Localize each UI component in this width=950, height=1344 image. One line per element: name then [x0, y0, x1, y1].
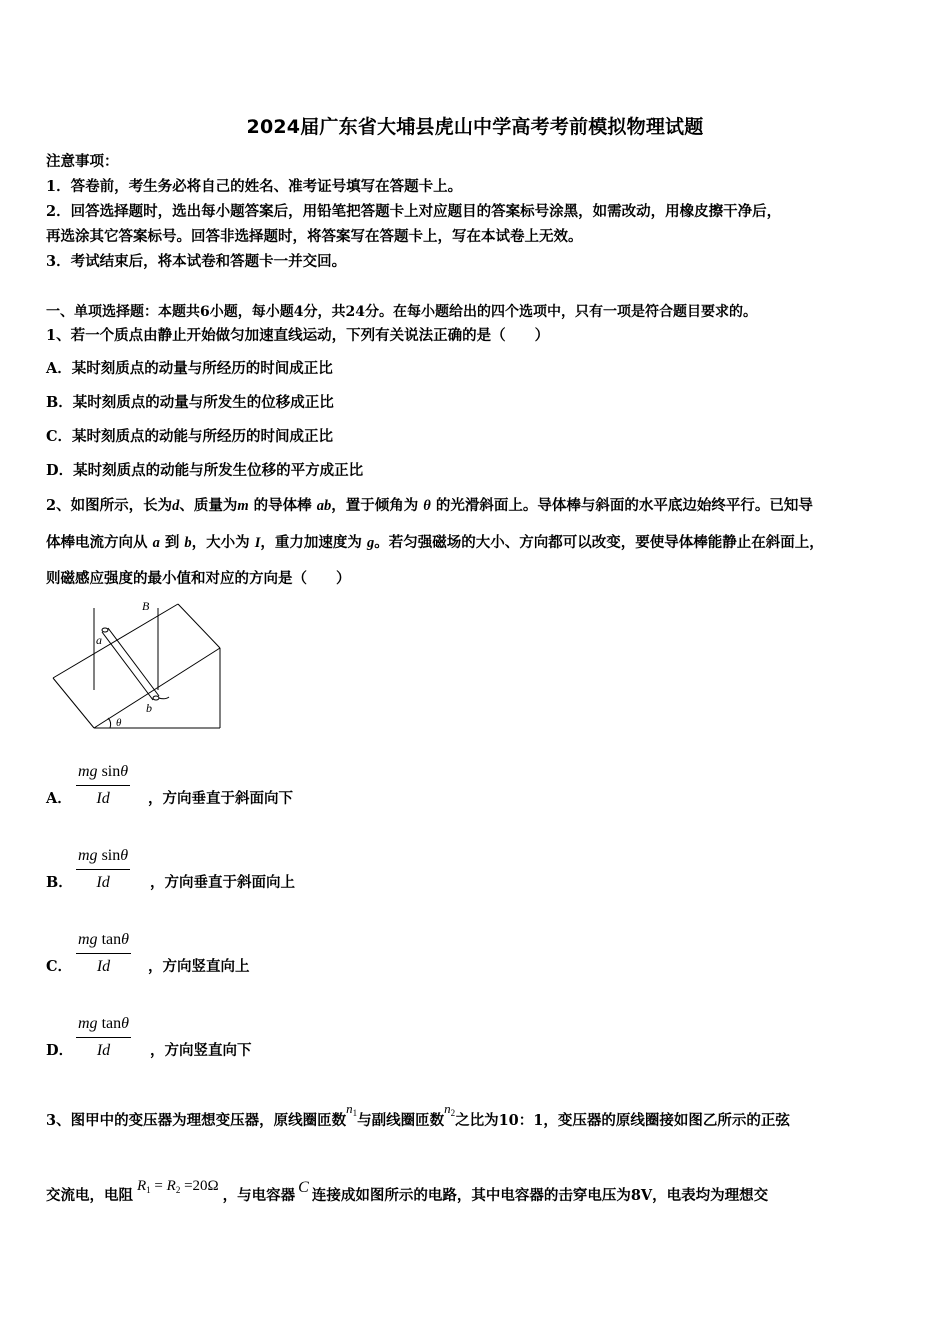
- incline-figure: [46, 596, 226, 738]
- label-b: b: [146, 701, 152, 715]
- label-B: B: [142, 599, 150, 613]
- q2-option-b-label: B．: [46, 874, 73, 891]
- notice-heading: 注意事项：: [46, 153, 119, 170]
- q2-option-c-label: C．: [46, 958, 73, 975]
- q1-option-c: C．某时刻质点的动能与所经历的时间成正比: [46, 428, 334, 445]
- q1-stem: 1、若一个质点由静止开始做匀加速直线运动，下列有关说法正确的是（ ）: [46, 327, 550, 344]
- q2-option-c-fraction: mg tanθ Id: [78, 931, 129, 975]
- q2-option-b-fraction: mg sinθ Id: [78, 847, 129, 891]
- section-heading: 一、单项选择题：本题共6小题，每小题4分，共24分。在每小题给出的四个选项中，只有一项是符合题目要求的。: [46, 304, 757, 320]
- q2-option-d-label: D．: [46, 1042, 74, 1059]
- notice-item-2-cont: 再选涂其它答案标号。回答非选择题时，将答案写在答题卡上，写在本试卷上无效。: [46, 228, 583, 245]
- q1-option-a: A．某时刻质点的动量与所经历的时间成正比: [46, 360, 333, 377]
- label-a: a: [96, 633, 102, 647]
- q3-stem-line2: 交流电，电阻$R_1 = R_2 =20\Omega$，与电容器 C 连接成如图所示的电路，其中电容器的击穿电压为8V，电表均为理想交: [46, 1178, 769, 1204]
- notice-item-2: 2．回答选择题时，选出每小题答案后，用铅笔把答题卡上对应题目的答案标号涂黑，如需改动，用橡皮擦干净后，: [46, 203, 782, 220]
- q2-option-c-direction: ，方向竖直向上: [148, 958, 250, 975]
- label-theta: θ: [116, 717, 122, 729]
- q2-stem-line2: 体棒电流方向从 a 到 b，大小为 I，重力加速度为 g。若匀强磁场的大小、方向都可以改变，要使导体棒能静止在斜面上，: [46, 534, 824, 551]
- q2-stem-line3: 则磁感应强度的最小值和对应的方向是（ ）: [46, 570, 351, 587]
- notice-item-3: 3．考试结束后，将本试卷和答题卡一并交回。: [46, 253, 347, 270]
- q2-option-d-fraction: mg tanθ Id: [78, 1015, 129, 1059]
- notice-item-1: 1．答卷前，考生务必将自己的姓名、准考证号填写在答题卡上。: [46, 178, 463, 195]
- page-title: 2024届广东省大埔县虎山中学高考考前模拟物理试题: [246, 116, 704, 138]
- q2-option-d-direction: ，方向竖直向下: [150, 1042, 252, 1059]
- q2-option-a-direction: ，方向垂直于斜面向下: [148, 790, 293, 807]
- q2-option-a-label: A．: [46, 790, 72, 807]
- q2-option-a-fraction: mg sinθ Id: [78, 763, 129, 807]
- q1-option-b: B．某时刻质点的动量与所发生的位移成正比: [46, 394, 334, 411]
- q2-stem-line1: 2、如图所示，长为d、质量为m 的导体棒 ab，置于倾角为 θ 的光滑斜面上。导体棒与斜面的水平底边始终平行。已知导: [46, 497, 813, 514]
- q2-option-b-direction: ，方向垂直于斜面向上: [150, 874, 295, 891]
- q1-option-d: D．某时刻质点的动能与所发生位移的平方成正比: [46, 462, 364, 479]
- q3-stem-line1: 3、图甲中的变压器为理想变压器，原线圈匝数$n_1$与副线圈匝数$n_2$之比为10：1，变压器的原线圈接如图乙所示的正弦: [46, 1101, 790, 1129]
